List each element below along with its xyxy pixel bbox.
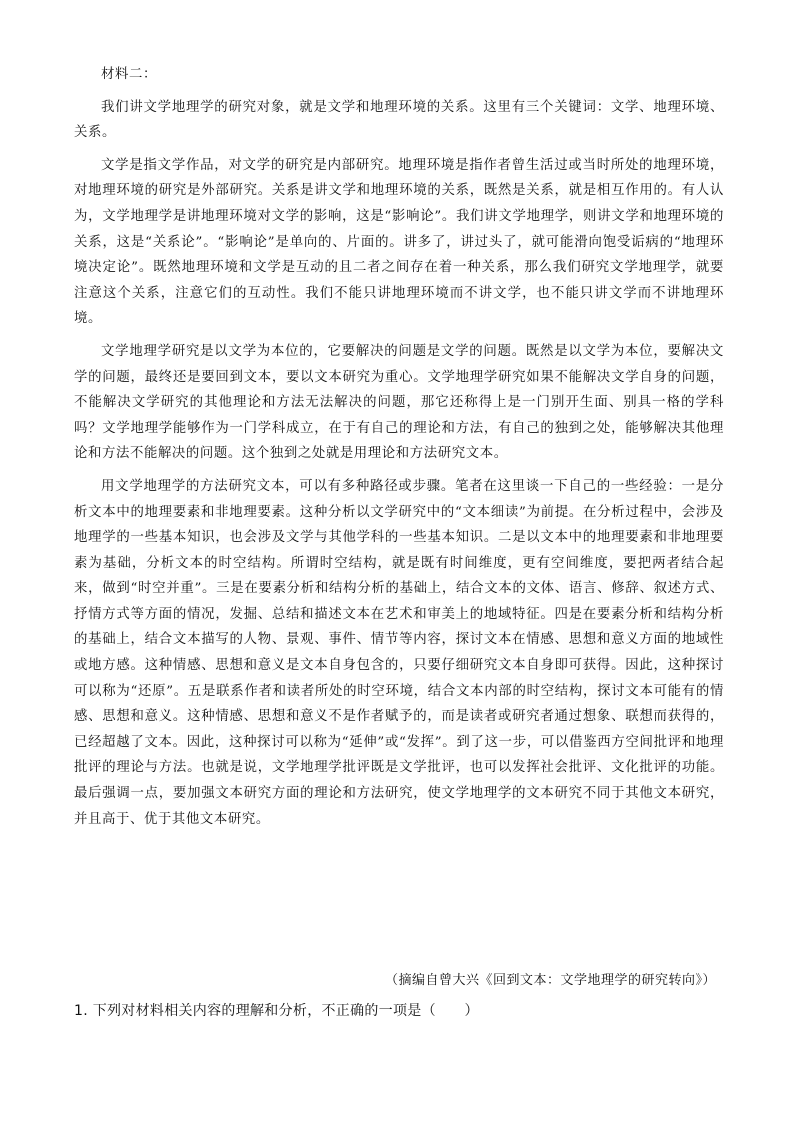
material-heading: 材料二： [101, 67, 157, 82]
question-1: 1. 下列对材料相关内容的理解和分析，不正确的一项是（ ） [74, 1003, 479, 1019]
paragraph-4: 用文学地理学的方法研究文本，可以有多种路径或步骤。笔者在这里谈一下自己的一些经验：一是分析文本中的地理要素和非地理要素。这种分析以文学研究中的“文本细读”为前提。在分析过程中，会涉及地理学的一些基本知识，也会涉及文学与其他学科的一些基本知识。二是以文本中的地理要素和非地理要素为基础，分析文本的时空结构。所谓时空结构，就是既有时间维度，更有空间维度，要把两者结合起来，做到“时空并重”。三是在要素分析和结构分析的基础上，结合文本的文体、语言、修辞、叙述方式、抒情方式等方面的情况，发掘、总结和描述文本在艺术和审美上的地域特征。四是在要素分析和结构分析的基础上，结合文本描写的人物、景观、事件、情节等内容，探讨文本在情感、思想和意义方面的地域性或地方感。这种情感、思想和意义是文本自身包含的，只要仔细研究文本自身即可获得。因此，这种探讨可以称为“还原”。五是联系作者和读者所处的时空环境，结合文本内部的时空结构，探讨文本可能有的情感、思想和意义。这种情感、思想和意义不是作者赋予的，而是读者或研究者通过想象、联想而获得的，已经超越了文本。因此，这种探讨可以称为“延伸”或“发挥”。到了这一步，可以借鉴西方空间批评和地理批评的理论与方法。也就是说，文学地理学批评既是文学批评，也可以发挥社会批评、文化批评的功能。最后强调一点，要加强文本研究方面的理论和方法研究，使文学地理学的文本研究不同于其他文本研究，并且高于、优于其他文本研究。 [74, 478, 724, 827]
source-citation: （摘编自曾大兴《回到文本：文学地理学的研究转向》） [384, 973, 716, 988]
paragraph-3: 文学地理学研究是以文学为本位的，它要解决的问题是文学的问题。既然是以文学为本位，要解决文学的问题，最终还是要回到文本，要以文本研究为重心。文学地理学研究如果不能解决文学自身的问题，不能解决文学研究的其他理论和方法无法解决的问题，那它还称得上是一门别开生面、别具一格的学科吗？文学地理学能够作为一门学科成立，在于有自己的理论和方法，有自己的独到之处，能够解决其他理论和方法不能解决的问题。这个独到之处就是用理论和方法研究文本。 [74, 343, 724, 462]
material-body [74, 62, 724, 832]
paragraph-1: 我们讲文学地理学的研究对象，就是文学和地理环境的关系。这里有三个关键词：文学、地理环境、关系。 [74, 99, 724, 141]
paragraph-2: 文学是指文学作品，对文学的研究是内部研究。地理环境是指作者曾生活过或当时所处的地理环境，对地理环境的研究是外部研究。关系是讲文学和地理环境的关系，既然是关系，就是相互作用的。有人认为，文学地理学是讲地理环境对文学的影响，这是“影响论”。我们讲文学地理学，则讲文学和地理环境的关系，这是“关系论”。“影响论”是单向的、片面的。讲多了，讲过头了，就可能滑向饱受诟病的“地理环境决定论”。既然地理环境和文学是互动的且二者之间存在着一种关系，那么我们研究文学地理学，就要注意这个关系，注意它们的互动性。我们不能只讲地理环境而不讲文学，也不能只讲文学而不讲地理环境。 [74, 157, 724, 327]
